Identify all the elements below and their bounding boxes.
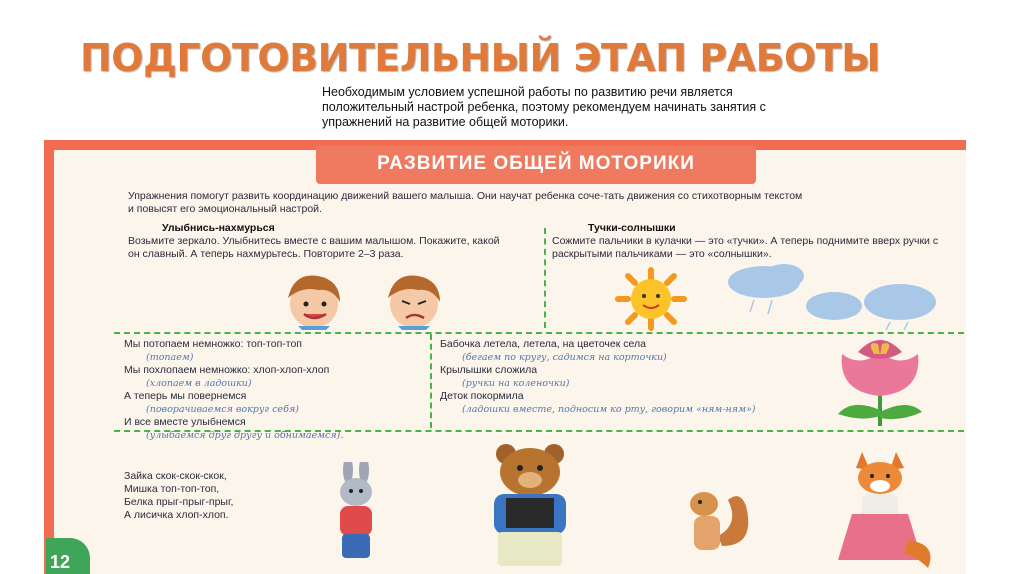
flower-illustration <box>828 332 932 428</box>
fox-illustration <box>834 444 934 572</box>
poem2-note: (ладошки вместе, подносим ко рту, говорим «ням-ням») <box>462 404 756 415</box>
poem2-line: Крылышки сложила <box>440 364 538 376</box>
poem2-line: Деток покормила <box>440 390 524 402</box>
bear-illustration <box>476 438 586 572</box>
frowning-boy-illustration <box>374 268 454 330</box>
intro-text: Необходимым условием успешной работы по развитию речи является положительный настрой ребенка, поэтому рекомендуем начинать занятия с упражнений на развитие общей моторики. <box>322 85 766 129</box>
poem3-line: Мишка топ-топ-топ, <box>124 483 220 495</box>
squirrel-illustration <box>678 476 752 568</box>
exercise2-title: Тучки-солнышки <box>588 222 676 234</box>
exercise1-title: Улыбнись-нахмурься <box>162 222 275 234</box>
poem1-note: (топаем) <box>146 352 194 363</box>
divider-vertical-top <box>544 228 546 328</box>
poem3-line: Зайка скок-скок-скок, <box>124 470 227 482</box>
smiling-boy-illustration <box>274 268 354 330</box>
poem2-note: (ручки на коленочки) <box>462 378 570 389</box>
exercise1-text: Возьмите зеркало. Улыбнитесь вместе с вашим малышом. Покажите, какой он славный. А теперь нахмурьтесь. Повторите 2–3 раза. <box>128 235 500 260</box>
poem1-note: (улыбаемся друг другу и обнимаемся). <box>146 430 344 441</box>
poem1-line: И все вместе улыбнемся <box>124 416 246 428</box>
poem1-line: Мы похлопаем немножко: хлоп-хлоп-хлоп <box>124 364 330 376</box>
poem3-line: А лисичка хлоп-хлоп. <box>124 509 229 521</box>
poem3-line: Белка прыг-прыг-прыг, <box>124 496 234 508</box>
divider-vertical-middle <box>430 334 432 428</box>
exercise2-text: Сожмите пальчики в кулачки — это «тучки». А теперь поднимите вверх ручки с раскрытыми пальчиками — это «солнышки». <box>552 235 939 260</box>
lead-text: Упражнения помогут развить координацию движений вашего малыша. Они научат ребенка соче-тать движения со стихотворным текстом и повысят его эмоциональный настрой. <box>128 190 803 215</box>
poem2-note: (бегаем по кругу, садимся на корточки) <box>462 352 667 363</box>
poem2 <box>440 338 820 416</box>
page-number: 12 <box>50 552 71 572</box>
sun-illustration <box>610 266 692 332</box>
poem2-line: Бабочка летела, летела, на цветочек села <box>440 338 646 350</box>
clouds-illustration <box>724 260 944 330</box>
hare-illustration <box>320 462 392 570</box>
poem1-line: А теперь мы повернемся <box>124 390 247 402</box>
poem1 <box>124 338 424 442</box>
slide-title: ПОДГОТОВИТЕЛЬНЫЙ ЭТАП РАБОТЫ <box>80 36 881 80</box>
left-stripe <box>44 140 54 574</box>
poem1-note: (поворачиваемся вокруг себя) <box>146 404 299 415</box>
poem1-note: (хлопаем в ладошки) <box>146 378 252 389</box>
poem1-line: Мы потопаем немножко: топ-топ-топ <box>124 338 302 350</box>
page-header: РАЗВИТИЕ ОБЩЕЙ МОТОРИКИ <box>377 153 695 174</box>
book-page-image <box>44 140 966 574</box>
page-header-band <box>316 146 756 184</box>
